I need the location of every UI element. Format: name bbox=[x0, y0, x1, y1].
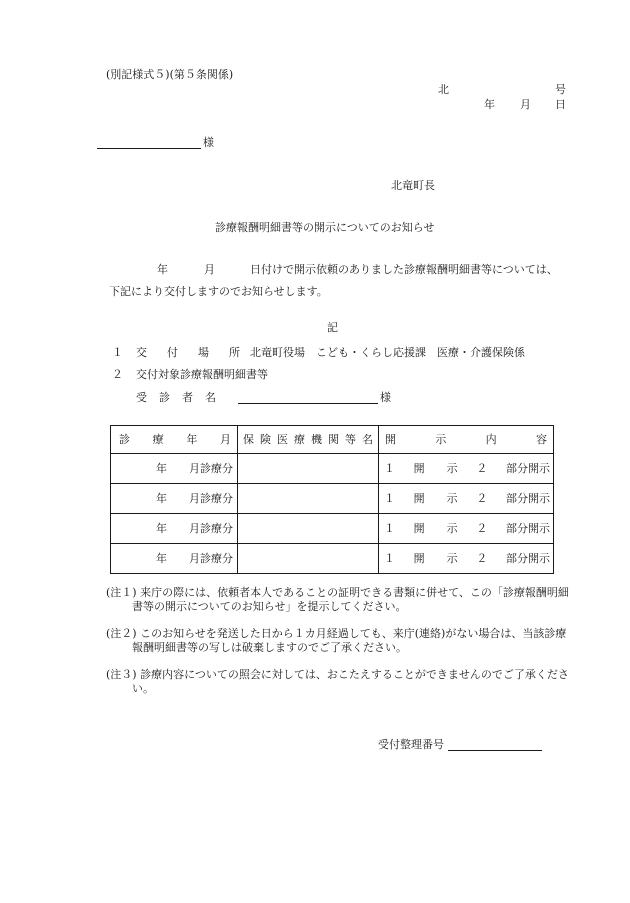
note-2: (注２) このお知らせを発送した日から１カ月経過しても、来庁(連絡)がない場合は、当該診療報酬明細書等の写しは破棄しますのでご了承ください。 bbox=[106, 627, 567, 654]
addressee-underline bbox=[97, 148, 201, 149]
institution-cell[interactable] bbox=[238, 484, 379, 514]
option-full-number[interactable]: １ bbox=[384, 551, 395, 565]
treatment-month-cell: 年 月診療分 bbox=[111, 454, 238, 484]
addressee-honorific: 様 bbox=[203, 136, 214, 149]
table-row bbox=[111, 454, 554, 484]
option-partial-number[interactable]: ２ bbox=[476, 551, 488, 565]
option-partial-label[interactable]: 部分開示 bbox=[505, 551, 550, 565]
note-1: (注１) 来庁の際には、依頼者本人であることの証明できる書類に併せて、この「診療報酬明細書等の開示についてのお知らせ」を提示してください。 bbox=[106, 586, 569, 613]
patient-name-underline bbox=[238, 403, 378, 404]
body-line2: 下記により交付しますのでお知らせします。 bbox=[109, 285, 328, 298]
item2-label: 交付対象診療報酬明細書等 bbox=[136, 368, 268, 381]
medical-record-table bbox=[110, 425, 554, 574]
disclosure-choice-cell[interactable] bbox=[379, 544, 554, 574]
option-partial-label[interactable]: 部分開示 bbox=[505, 491, 550, 505]
header-medical-institution: 保 険 医 療 機 関 等 名 bbox=[238, 426, 379, 454]
ki-heading: 記 bbox=[327, 321, 338, 334]
form-reference: (別記様式５)(第５条関係) bbox=[106, 68, 234, 81]
table-row bbox=[111, 544, 554, 574]
option-full-label[interactable]: 開 示 bbox=[413, 461, 458, 475]
option-full-label[interactable]: 開 示 bbox=[413, 551, 458, 565]
patient-honorific: 様 bbox=[380, 391, 391, 404]
date-month: 月 bbox=[520, 98, 531, 111]
option-full-number[interactable]: １ bbox=[384, 491, 395, 505]
option-partial-number[interactable]: ２ bbox=[476, 461, 488, 475]
treatment-month-cell: 年 月診療分 bbox=[111, 484, 238, 514]
institution-cell[interactable] bbox=[238, 454, 379, 484]
option-full-number[interactable]: １ bbox=[384, 521, 395, 535]
option-full-number[interactable]: １ bbox=[384, 461, 395, 475]
option-partial-label[interactable]: 部分開示 bbox=[505, 521, 550, 535]
disclosure-choice-cell[interactable] bbox=[379, 484, 554, 514]
body-year: 年 bbox=[157, 263, 168, 276]
table-row bbox=[111, 514, 554, 544]
reception-number-underline bbox=[448, 750, 542, 751]
item2-number: ２ bbox=[112, 368, 123, 381]
disclosure-choice-cell[interactable] bbox=[379, 454, 554, 484]
note-3: (注３) 診療内容についての照会に対しては、おこたえすることができませんのでご了承ください。 bbox=[106, 668, 569, 695]
institution-cell[interactable] bbox=[238, 514, 379, 544]
header-disclosure-content: 開 示 内 容 bbox=[379, 426, 554, 454]
date-day: 日 bbox=[555, 98, 566, 111]
sender-name: 北竜町長 bbox=[391, 179, 435, 192]
body-line1: 日付けで開示依頼のありました診療報酬明細書等については、 bbox=[250, 263, 558, 276]
item1-value: 北竜町役場 こども・くらし応援課 医療・介護保険係 bbox=[250, 346, 525, 359]
treatment-month-cell: 年 月診療分 bbox=[111, 544, 238, 574]
patient-name-label: 受 診 者 名 bbox=[136, 391, 216, 404]
table-row bbox=[111, 484, 554, 514]
document-title: 診療報酬明細書等の開示についてのお知らせ bbox=[215, 221, 435, 234]
option-partial-number[interactable]: ２ bbox=[476, 521, 488, 535]
reception-number-label: 受付整理番号 bbox=[378, 738, 444, 751]
table-header-row bbox=[111, 426, 554, 454]
item1-label: 交 付 場 所 bbox=[136, 346, 240, 359]
header-treatment-month: 診 療 年 月 bbox=[111, 426, 238, 454]
option-partial-label[interactable]: 部分開示 bbox=[505, 461, 550, 475]
date-year: 年 bbox=[484, 98, 495, 111]
item1-number: １ bbox=[112, 346, 123, 359]
option-full-label[interactable]: 開 示 bbox=[413, 491, 458, 505]
disclosure-choice-cell[interactable] bbox=[379, 514, 554, 544]
institution-cell[interactable] bbox=[238, 544, 379, 574]
treatment-month-cell: 年 月診療分 bbox=[111, 514, 238, 544]
body-month: 月 bbox=[204, 263, 215, 276]
document-number-prefix: 北 bbox=[438, 83, 449, 96]
option-partial-number[interactable]: ２ bbox=[476, 491, 488, 505]
option-full-label[interactable]: 開 示 bbox=[413, 521, 458, 535]
document-number-suffix: 号 bbox=[555, 83, 566, 96]
